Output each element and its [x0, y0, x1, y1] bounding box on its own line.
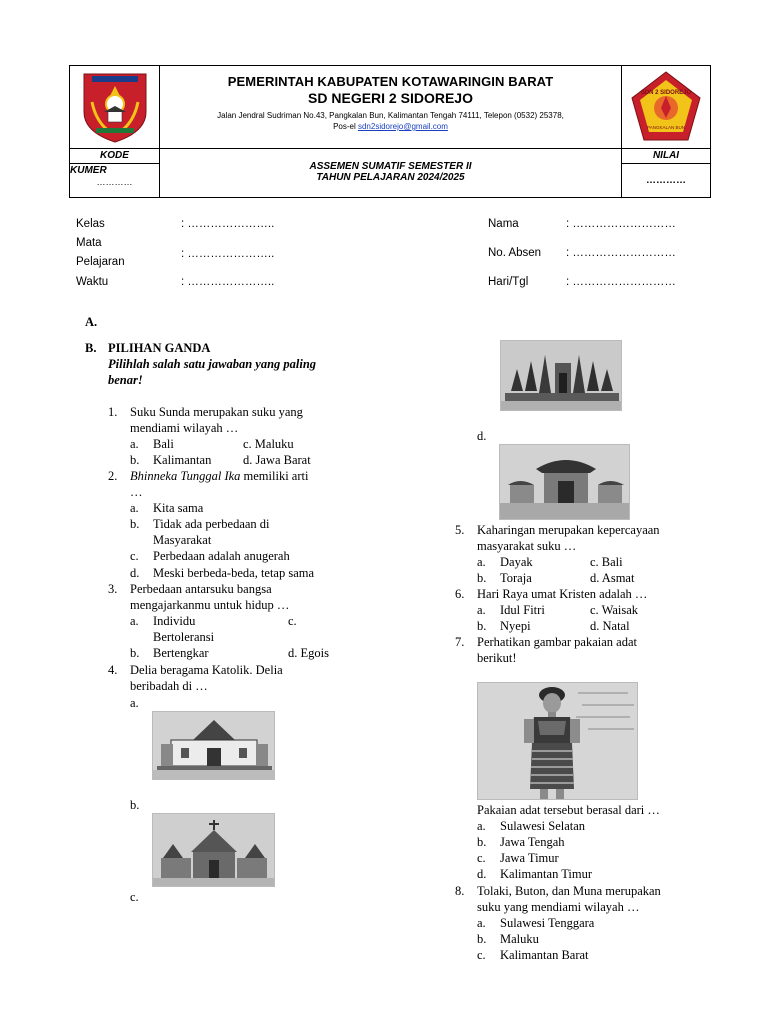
q5-option-a-letter[interactable]: a.	[477, 555, 486, 569]
q5-option-c[interactable]: c. Bali	[590, 555, 623, 569]
q7-number: 7.	[455, 635, 465, 649]
q5-number: 5.	[455, 523, 465, 537]
q4-option-a-letter[interactable]: a.	[130, 696, 139, 710]
q4-text-2: beribadah di …	[130, 679, 208, 693]
section-b-title: PILIHAN GANDA	[108, 341, 211, 355]
q2-text-2: …	[130, 485, 143, 499]
section-a-label: A.	[85, 315, 98, 329]
absen-label: No. Absen	[488, 247, 542, 259]
q4-text-1: Delia beragama Katolik. Delia	[130, 663, 283, 677]
mata-label: Mata	[76, 237, 102, 249]
nilai-label: NILAI	[622, 149, 710, 164]
header-title-block	[160, 66, 621, 148]
q7-text-3: Pakaian adat tersebut berasal dari …	[477, 803, 660, 817]
q7-option-c[interactable]: Jawa Timur	[500, 851, 559, 865]
q5-option-d[interactable]: d. Asmat	[590, 571, 635, 585]
q8-option-c-letter[interactable]: c.	[477, 948, 486, 962]
q8-text-2: suku yang mendiami wilayah …	[477, 900, 640, 914]
q1-text-2: mendiami wilayah …	[130, 421, 239, 435]
q5-text-1: Kaharingan merupakan kepercayaan	[477, 523, 660, 537]
q8-option-b[interactable]: Maluku	[500, 932, 539, 946]
q3-number: 3.	[108, 582, 118, 596]
q8-option-c[interactable]: Kalimantan Barat	[500, 948, 589, 962]
q3-option-b-letter[interactable]: b.	[130, 646, 140, 660]
header-table	[69, 65, 711, 198]
pelajaran-label: Pelajaran	[76, 256, 125, 268]
school-logo-cell	[621, 66, 710, 148]
q2-option-c[interactable]: Perbedaan adalah anugerah	[153, 549, 290, 563]
q3-option-b[interactable]: Bertengkar	[153, 646, 209, 660]
q8-option-a-letter[interactable]: a.	[477, 916, 486, 930]
q1-text-1: Suku Sunda merupakan suku yang	[130, 405, 303, 419]
instruction-line-2: benar!	[108, 373, 143, 387]
nama-label: Nama	[488, 218, 519, 230]
q4-number: 4.	[108, 663, 118, 677]
hari-field[interactable]: : ………………………	[566, 276, 676, 288]
mata-pelajaran-field[interactable]: : …………………..	[181, 248, 275, 260]
q3-option-a[interactable]: Individu	[153, 614, 196, 628]
q7-text-2: berikut!	[477, 651, 517, 665]
exam-title-cell	[160, 149, 621, 197]
q2-option-c-letter[interactable]: c.	[130, 549, 139, 563]
q3-text-1: Perbedaan antarsuku bangsa	[130, 582, 272, 596]
kode-label: KODE	[70, 149, 159, 164]
q2-text-1	[130, 468, 308, 484]
q4-option-b-letter[interactable]: b.	[130, 798, 140, 812]
q2-option-b-2[interactable]: Masyarakat	[153, 533, 212, 547]
q7-option-c-letter[interactable]: c.	[477, 851, 486, 865]
instruction-line-1: Pilihlah salah satu jawaban yang paling	[108, 357, 317, 371]
q8-option-a[interactable]: Sulawesi Tenggara	[500, 916, 595, 930]
q4-option-d-image[interactable]	[499, 444, 630, 520]
q7-option-b[interactable]: Jawa Tengah	[500, 835, 565, 849]
q7-option-d[interactable]: Kalimantan Timur	[500, 867, 593, 881]
q2-number: 2.	[108, 469, 118, 483]
q7-option-d-letter[interactable]: d.	[477, 867, 487, 881]
q7-option-b-letter[interactable]: b.	[477, 835, 487, 849]
temple-building-image	[501, 341, 622, 411]
q5-option-a[interactable]: Dayak	[500, 555, 533, 569]
kumer-label: KUMER	[70, 165, 107, 176]
q1-option-b[interactable]: Kalimantan	[153, 453, 212, 467]
q5-option-b-letter[interactable]: b.	[477, 571, 487, 585]
q2-option-a[interactable]: Kita sama	[153, 501, 204, 515]
exam-year: TAHUN PELAJARAN 2024/2025	[316, 172, 465, 183]
nilai-dots: …………	[646, 175, 686, 186]
hari-label: Hari/Tgl	[488, 276, 529, 288]
q2-text-rest: memiliki arti	[240, 469, 309, 483]
q1-option-a[interactable]: Bali	[153, 437, 174, 451]
q6-option-c[interactable]: c. Waisak	[590, 603, 639, 617]
q8-number: 8.	[455, 884, 465, 898]
kode-cell	[70, 149, 160, 197]
q7-text-1: Perhatikan gambar pakaian adat	[477, 635, 637, 649]
q6-option-b-letter[interactable]: b.	[477, 619, 487, 633]
kode-dots: …………	[96, 177, 133, 187]
q3-option-c[interactable]: Bertoleransi	[153, 630, 215, 644]
q1-number: 1.	[108, 405, 118, 419]
mosque-building-image	[153, 712, 275, 780]
q7-option-a-letter[interactable]: a.	[477, 819, 486, 833]
q3-option-a-letter[interactable]: a.	[130, 614, 139, 628]
kelas-label: Kelas	[76, 218, 105, 230]
q7-costume-image	[477, 682, 638, 800]
q2-option-b-1[interactable]: Tidak ada perbedaan di	[153, 517, 270, 531]
regency-shield-logo	[70, 66, 160, 148]
q3-text-2: mengajarkanmu untuk hidup …	[130, 598, 290, 612]
q4-option-b-image[interactable]	[152, 813, 275, 887]
nilai-cell	[621, 149, 710, 197]
q2-option-a-letter[interactable]: a.	[130, 501, 139, 515]
q6-option-b[interactable]: Nyepi	[500, 619, 531, 633]
q6-option-a-letter[interactable]: a.	[477, 603, 486, 617]
q2-option-b-letter[interactable]: b.	[130, 517, 140, 531]
q6-option-a[interactable]: Idul Fitri	[500, 603, 545, 617]
q1-option-b-letter[interactable]: b.	[130, 453, 140, 467]
absen-field[interactable]: : ………………………	[566, 247, 676, 259]
q6-number: 6.	[455, 587, 465, 601]
q5-text-2: masyarakat suku …	[477, 539, 577, 553]
government-title: PEMERINTAH KABUPATEN KOTAWARINGIN BARAT	[227, 74, 554, 89]
school-badge-text-bottom: PANGKALAN BUN	[647, 125, 685, 130]
waktu-field[interactable]: : …………………..	[181, 276, 275, 288]
school-title: SD NEGERI 2 SIDOREJO	[308, 90, 473, 106]
q4-option-c-letter[interactable]: c.	[130, 890, 139, 904]
q8-option-b-letter[interactable]: b.	[477, 932, 487, 946]
q2-italic-phrase: Bhinneka Tunggal Ika	[130, 469, 241, 483]
q1-option-d[interactable]: d. Jawa Barat	[243, 453, 311, 467]
q4-option-c-image[interactable]	[500, 340, 622, 411]
waktu-label: Waktu	[76, 276, 109, 288]
q2-option-d-letter[interactable]: d.	[130, 566, 140, 580]
q6-text-1: Hari Raya umat Kristen adalah …	[477, 587, 648, 601]
section-b-label: B.	[85, 341, 97, 355]
traditional-costume-image	[478, 683, 638, 800]
school-badge-logo	[622, 66, 711, 148]
q6-option-d[interactable]: d. Natal	[590, 619, 630, 633]
school-address	[160, 110, 621, 132]
q5-option-b[interactable]: Toraja	[500, 571, 532, 585]
exam-title: ASSEMEN SUMATIF SEMESTER II	[309, 161, 472, 172]
school-badge-text-top: SDN 2 SIDOREJO	[640, 90, 692, 96]
nama-field[interactable]: : ………………………	[566, 218, 676, 230]
vihara-building-image	[500, 445, 630, 520]
email-link[interactable]: sdn2sidorejo@gmail.com	[357, 122, 448, 131]
header-second-row	[70, 148, 710, 197]
q4-option-a-image[interactable]	[152, 711, 275, 780]
q7-option-a[interactable]: Sulawesi Selatan	[500, 819, 586, 833]
q3-option-d[interactable]: d. Egois	[288, 646, 329, 660]
q8-text-1: Tolaki, Buton, dan Muna merupakan	[477, 884, 661, 898]
q1-option-c[interactable]: c. Maluku	[243, 437, 294, 451]
address-text: Jalan Jendral Sudriman No.43, Pangkalan Bun, Kalimantan Tengah 74111, Telepon (0532) 25378,	[217, 111, 564, 120]
q1-option-a-letter[interactable]: a.	[130, 437, 139, 451]
q3-option-c-letter[interactable]: c.	[288, 614, 297, 628]
church-building-image	[153, 814, 275, 887]
kelas-field[interactable]: : …………………..	[181, 218, 275, 230]
email-label: Pos-el	[333, 122, 356, 131]
q2-option-d[interactable]: Meski berbeda-beda, tetap sama	[153, 566, 315, 580]
regency-logo-cell	[70, 66, 160, 148]
q4-option-d-letter[interactable]: d.	[477, 429, 487, 443]
